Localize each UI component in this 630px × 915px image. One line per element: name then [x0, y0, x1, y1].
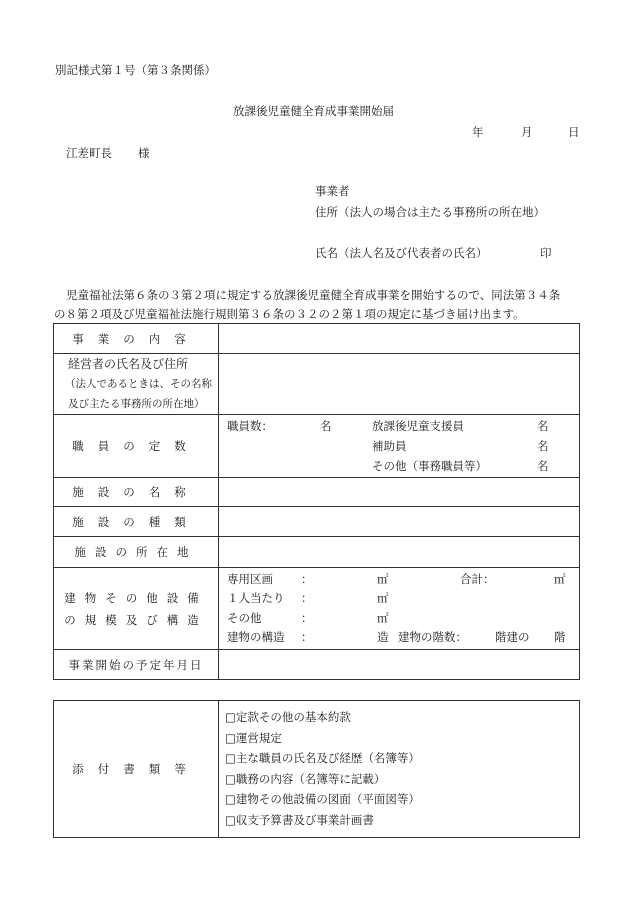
body-text-line-2: の８第２項及び児童福祉法施行規則第３６条の３２の２第１項の規定に基づき届け出ます。	[54, 307, 525, 321]
applicant-address-label: 住所（法人の場合は主たる事務所の所在地）	[315, 205, 545, 219]
attachment-item[interactable]: □職務の内容（名簿等に記載）	[225, 771, 386, 786]
total-unit: ㎡	[554, 572, 566, 586]
other-area-label: その他	[227, 611, 262, 625]
application-table	[53, 323, 580, 680]
attachments-list	[225, 707, 579, 830]
row-facility-name	[54, 478, 580, 507]
row-facility-type	[54, 507, 580, 537]
operator-note-1: （法人であるときは、その名称	[65, 378, 212, 390]
dedicated-area-colon: ：	[301, 572, 313, 586]
dedicated-area-unit: ㎡	[377, 572, 389, 586]
form-number: 別記様式第１号（第３条関係）	[55, 63, 216, 77]
row-business-content	[54, 324, 580, 354]
start-date-label: 事業開始の予定年月日	[68, 657, 204, 672]
staff-count-unit: 名	[320, 419, 332, 433]
row-building	[54, 568, 580, 650]
attachment-item[interactable]: □定款その他の基本約款	[225, 710, 351, 724]
structure-label: 建物の構造	[227, 630, 285, 644]
row-staff	[54, 415, 580, 478]
attachments-label: 添付書類等	[72, 762, 200, 776]
staff-row-other-unit: 名	[537, 459, 549, 473]
floors-end: 階	[554, 630, 566, 644]
staff-row-supporter-unit: 名	[537, 419, 549, 433]
facility-name-label: 施設の名称	[72, 485, 200, 499]
attachment-item[interactable]: □建物その他設備の図面（平面図等）	[225, 792, 420, 806]
facility-location-label: 施設の所在地	[74, 545, 198, 559]
start-date-field[interactable]	[219, 650, 580, 680]
operator-label: 経営者の氏名及び住所	[68, 357, 189, 371]
attachments-table	[53, 700, 580, 838]
form-title: 放課後児童健全育成事業開始届	[233, 104, 394, 118]
operator-note-2: 及び主たる事務所の所在地）	[68, 398, 205, 410]
building-label-1: 建物その他設備	[64, 590, 208, 605]
other-area-colon: ：	[301, 611, 313, 625]
structure-unit: 造	[377, 630, 389, 644]
per-person-label: １人当たり	[227, 591, 285, 605]
facility-type-label: 施設の種類	[72, 514, 200, 529]
floors-mid: 階建の	[495, 630, 530, 644]
addressee-name: 江差町長	[66, 146, 112, 160]
date-day: 日	[568, 125, 580, 139]
floors-label: 建物の階数：	[398, 630, 467, 644]
attachment-item[interactable]: □収支予算書及び事業計画書	[225, 812, 374, 827]
business-content-field[interactable]	[219, 324, 580, 354]
staff-row-supporter: 放課後児童支援員	[372, 419, 464, 433]
operator-field[interactable]	[219, 354, 580, 415]
applicant-name-label: 氏名（法人名及び代表者の氏名）	[315, 246, 488, 260]
applicant-label: 事業者	[315, 184, 350, 198]
date-month: 月	[521, 125, 533, 139]
row-start-date	[54, 650, 580, 680]
staff-row-assistant: 補助員	[372, 439, 407, 453]
attachment-item[interactable]: □運営規定	[225, 730, 282, 745]
facility-location-field[interactable]	[219, 537, 580, 568]
body-text-line-1: 児童福祉法第６条の３第２項に規定する放課後児童健全育成事業を開始するので、同法第３４条	[66, 288, 561, 302]
staff-row-assistant-unit: 名	[537, 439, 549, 453]
staff-count-label: 職員数：	[227, 419, 273, 433]
other-area-unit: ㎡	[377, 611, 389, 625]
business-content-label: 事業の内容	[72, 331, 200, 346]
staff-row-other: その他（事務職員等）	[372, 459, 487, 473]
building-label-2: の規模及び構造	[64, 612, 208, 627]
date-year: 年	[472, 125, 484, 139]
facility-type-field[interactable]	[219, 507, 580, 537]
per-person-unit: ㎡	[377, 591, 389, 605]
total-label: 合計：	[460, 572, 495, 586]
row-operator	[54, 354, 580, 415]
seal-mark: 印	[540, 246, 552, 260]
structure-colon: ：	[301, 630, 313, 644]
per-person-colon: ：	[301, 591, 313, 605]
facility-name-field[interactable]	[219, 478, 580, 507]
staff-label: 職員の定数	[72, 439, 200, 453]
dedicated-area-label: 専用区画	[227, 572, 273, 586]
attachment-item[interactable]: □主な職員の氏名及び経歴（名簿等）	[225, 751, 420, 765]
addressee-honorific: 様	[138, 146, 150, 160]
row-facility-location	[54, 537, 580, 568]
